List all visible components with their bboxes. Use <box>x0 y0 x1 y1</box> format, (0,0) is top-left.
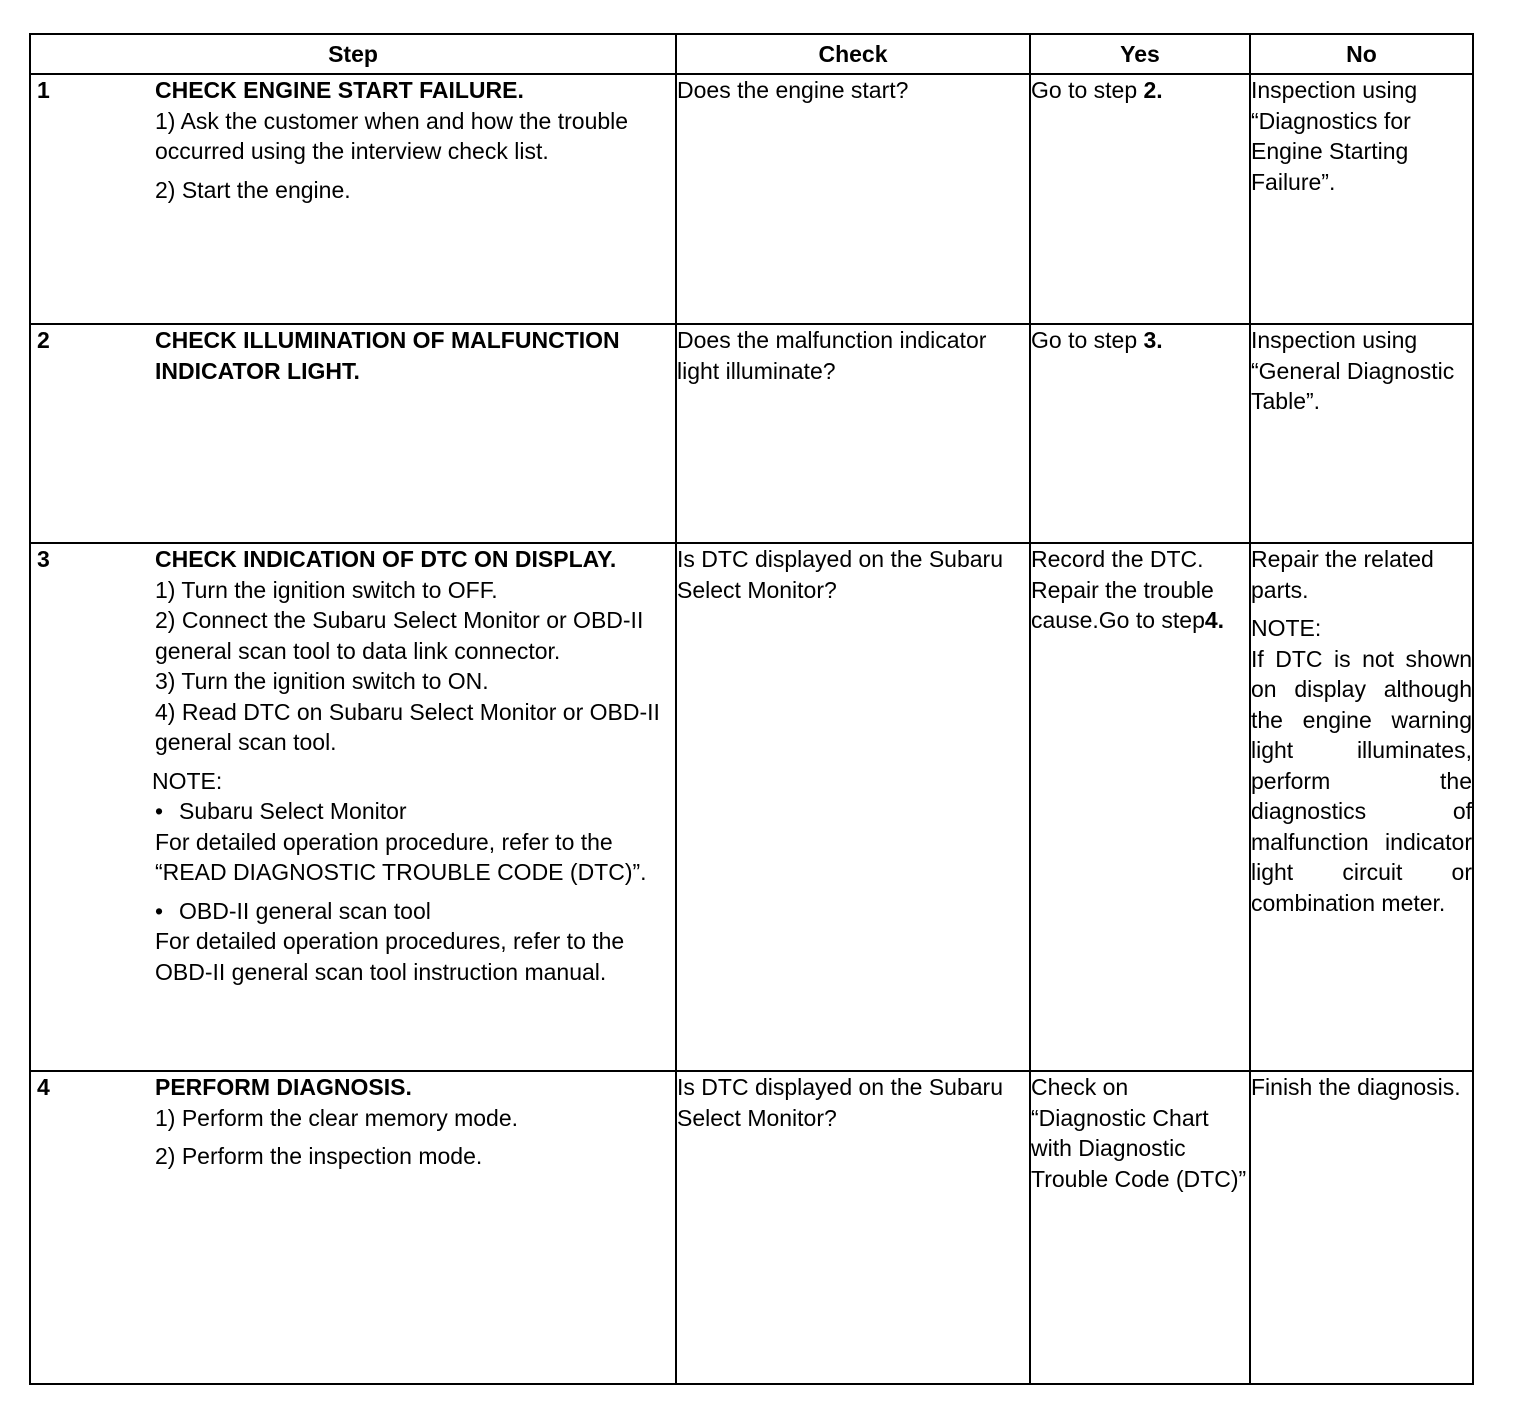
yes-text-part: Repair the trouble cause. <box>1031 576 1214 633</box>
table-row <box>30 74 1473 324</box>
note-bullet <box>155 796 669 827</box>
note-label: NOTE: <box>152 767 223 794</box>
table-header-row <box>30 34 1473 74</box>
step-substep: 2) Connect the Subaru Select Monitor or OBD-II general scan tool to data link connector. <box>155 607 644 664</box>
note-text: For detailed operation procedures, refer to the OBD-II general scan tool instruction manual. <box>155 928 625 985</box>
note-text: For detailed operation procedure, refer to the “READ DIAGNOSTIC TROUBLE CODE (DTC)”. <box>155 828 647 885</box>
yes-step-link: 4. <box>1204 607 1225 633</box>
yes-text: Record the DTC. <box>1031 546 1204 572</box>
step-cell <box>30 1071 676 1384</box>
yes-text: Go to step <box>1031 77 1144 103</box>
yes-text <box>1031 575 1249 636</box>
bullet-icon: • <box>155 897 164 924</box>
step-substep: 1) Ask the customer when and how the trouble occurred using the interview check list. <box>155 107 629 164</box>
no-cell: Inspection using “General Diagnostic Table”. <box>1250 324 1473 543</box>
step-title: CHECK INDICATION OF DTC ON DISPLAY. <box>155 546 617 572</box>
bullet-text: OBD-II general scan tool <box>179 897 431 924</box>
bullet-text: Subaru Select Monitor <box>179 798 407 824</box>
step-number: 2 <box>37 327 50 353</box>
step-title: PERFORM DIAGNOSIS. <box>155 1074 412 1100</box>
header-step: Step <box>30 34 676 74</box>
step-number: 4 <box>37 1074 50 1100</box>
step-cell <box>30 324 676 543</box>
check-cell: Is DTC displayed on the Subaru Select Monitor? <box>676 1071 1030 1384</box>
yes-step-link: 2. <box>1143 77 1163 103</box>
yes-cell <box>1030 543 1250 1071</box>
header-yes: Yes <box>1030 34 1250 74</box>
no-text: Repair the related parts. <box>1251 546 1434 603</box>
step-substep: 1) Turn the ignition switch to OFF. <box>155 576 498 603</box>
table-row <box>30 1071 1473 1384</box>
no-note-text: If DTC is not shown on display although the engine warning light illuminates, perform the diagnostics of malfunction indicator light circuit or combination meter. <box>1251 645 1472 916</box>
step-number: 3 <box>37 546 50 572</box>
step-cell <box>30 543 676 1071</box>
yes-cell <box>1030 324 1250 543</box>
diagnostic-table <box>29 33 1474 1385</box>
table-row <box>30 324 1473 543</box>
step-title: CHECK ILLUMINATION OF MALFUNCTION INDICATOR LIGHT. <box>155 327 620 384</box>
step-substep: 4) Read DTC on Subaru Select Monitor or OBD-II general scan tool. <box>155 698 660 755</box>
step-cell <box>30 74 676 324</box>
no-cell: Finish the diagnosis. <box>1250 1071 1473 1384</box>
yes-step-link: 3. <box>1143 327 1163 353</box>
no-cell: Inspection using “Diagnostics for Engine Starting Failure”. <box>1250 74 1473 324</box>
header-no: No <box>1250 34 1473 74</box>
table-row <box>30 543 1473 1071</box>
step-number: 1 <box>37 77 50 103</box>
bullet-icon: • <box>155 798 164 824</box>
yes-cell: Check on “Diagnostic Chart with Diagnostic Trouble Code (DTC)” <box>1030 1071 1250 1384</box>
yes-cell <box>1030 74 1250 324</box>
note-bullet <box>155 896 669 927</box>
step-title: CHECK ENGINE START FAILURE. <box>155 77 524 103</box>
step-substep: 1) Perform the clear memory mode. <box>155 1104 519 1131</box>
no-cell <box>1250 543 1473 1071</box>
yes-text: Go to step <box>1031 327 1144 353</box>
header-check: Check <box>676 34 1030 74</box>
step-substep: 3) Turn the ignition switch to ON. <box>155 668 489 694</box>
check-cell: Does the engine start? <box>676 74 1030 324</box>
step-substep: 2) Perform the inspection mode. <box>155 1143 483 1169</box>
check-cell: Is DTC displayed on the Subaru Select Monitor? <box>676 543 1030 1071</box>
check-cell: Does the malfunction indicator light illuminate? <box>676 324 1030 543</box>
yes-text-part: Go to step <box>1098 607 1205 633</box>
no-note-label: NOTE: <box>1251 615 1322 641</box>
step-substep: 2) Start the engine. <box>155 176 351 203</box>
